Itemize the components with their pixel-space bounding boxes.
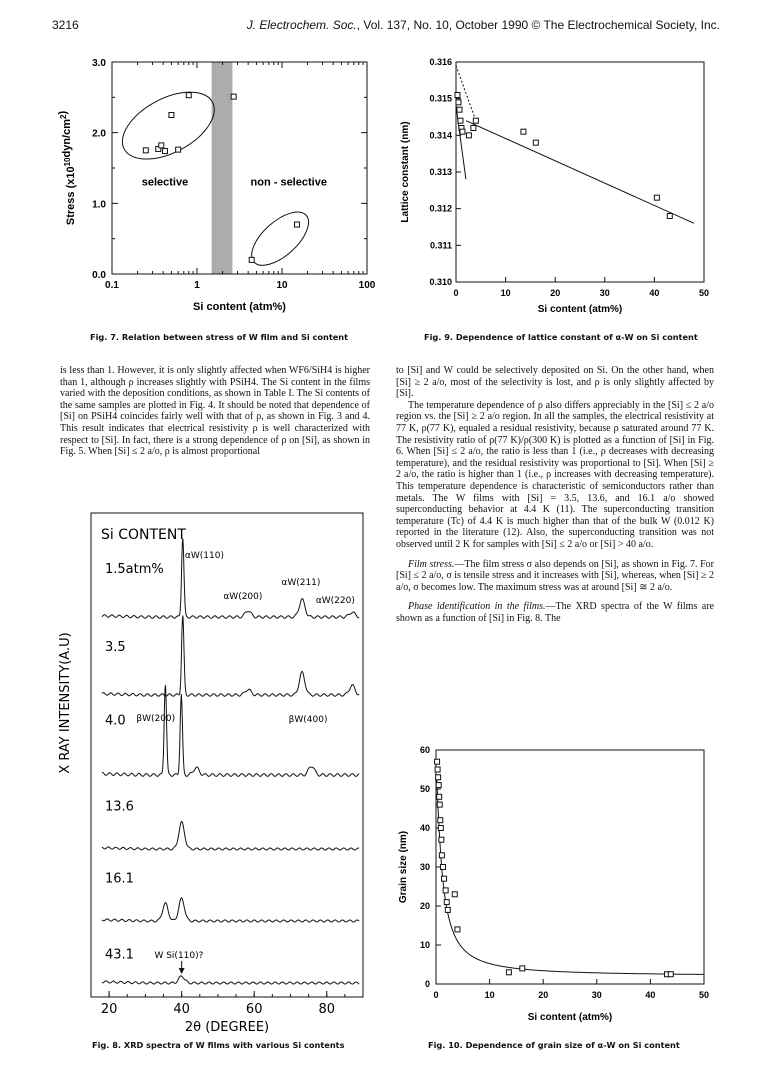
- data-point: [436, 775, 441, 780]
- data-point: [455, 927, 460, 932]
- y-tick-label: 50: [419, 784, 430, 794]
- data-point: [249, 257, 254, 262]
- x-tick-label: 10: [276, 280, 288, 291]
- fit-line: [466, 121, 694, 224]
- peak-label: βW(400): [288, 715, 328, 725]
- chart-title: Si CONTENT: [101, 527, 186, 543]
- peak-label: αW(220): [315, 596, 355, 606]
- x-tick-label: 0.1: [105, 280, 119, 291]
- y-tick-label: 2.0: [92, 128, 106, 140]
- data-point: [457, 107, 462, 112]
- xrd-spectrum-line: [102, 976, 359, 984]
- data-point: [294, 222, 299, 227]
- x-tick-label: 20: [100, 1002, 118, 1017]
- x-tick-label: 20: [538, 990, 549, 1000]
- x-tick-label: 50: [698, 288, 710, 298]
- data-point: [143, 148, 148, 153]
- series-label: 4.0: [105, 713, 126, 729]
- x-tick-label: 10: [484, 990, 495, 1000]
- figure-8-caption: Fig. 8. XRD spectra of W films with various Si contents: [92, 1040, 345, 1050]
- y-tick-label: 0.0: [92, 270, 106, 281]
- data-point: [455, 93, 460, 98]
- plot-frame: [91, 513, 363, 997]
- paragraph: The temperature dependence of ρ also differs appreciably in the [Si] ≤ 2 a/o region vs. the [Si] ≥ 2 a/o region. In all the samples, the electrical resistivity at 77 K, ρ(77 K), equaled a residual resistivity, because ρ saturated around 77 K. The resistivity ratio of ρ(77 K)/ρ(300 K) is plotted as a function of [Si] in Fig. 6. When [Si] ≤ 2 a/o, the ratio is less than 1 (i.e., ρ decreases with decreasing temperature), and the residual resistivity was proportional to [Si]. When [Si] ≥ 2 a/o, the ratio is higher than 1 (i.e., ρ increases with decreasing temperature). This temperature dependence is characteristic of semiconductors rather than metals. The W films with [Si] = 3.5, 13.6, and 16.1 a/o showed superconducting behavior at 4.4 K (11). The superconducting transition temperature (Tc) of 4.4 K is much higher than that of the bulk W (0.012 K) reported in the literature (12). Also, the superconducting transition was not observed until 2 K for samples with [Si] ≤ 2 a/o or [Si] > 40 a/o.: [396, 399, 714, 550]
- data-point: [437, 802, 442, 807]
- figure-9-lattice-chart: [392, 50, 722, 335]
- paragraph-body: —The film stress σ also depends on [Si], as shown in Fig. 7. For [Si] ≤ 2 a/o, σ is tensile stress and it increases with [Si], whereas, when [Si] ≥ 2 a/o, σ becomes low. The maximum stress was at around [Si] ≅ 2 a/o.: [396, 558, 714, 593]
- xrd-spectrum-line: [102, 821, 359, 850]
- y-axis-label: X RAY INTENSITY(A.U): [58, 632, 73, 774]
- fit-line: [456, 106, 466, 179]
- data-point: [159, 143, 164, 148]
- figure-8-xrd-chart: [55, 505, 375, 1035]
- data-point: [162, 149, 167, 154]
- non-selective-group-ellipse: [243, 203, 318, 275]
- plot-frame: [436, 750, 704, 984]
- data-point: [444, 900, 449, 905]
- figure-9-caption: Fig. 9. Dependence of lattice constant of α-W on Si content: [424, 332, 698, 342]
- peak-label: W Si(110)?: [154, 951, 204, 961]
- figure-10-grain-chart: [392, 740, 722, 1035]
- data-point: [435, 759, 440, 764]
- paragraph-body: —The XRD spectra of the W films are shown as a function of [Si] in Fig. 8. The: [396, 601, 714, 624]
- x-tick-label: 100: [358, 280, 376, 291]
- data-point: [440, 865, 445, 870]
- data-point: [521, 129, 526, 134]
- x-tick-label: 50: [698, 990, 710, 1000]
- x-tick-label: 0: [453, 288, 459, 298]
- left-column-text: [60, 365, 370, 458]
- data-point: [439, 853, 444, 858]
- data-point: [442, 876, 447, 881]
- data-point: [436, 783, 441, 788]
- data-point: [668, 972, 673, 977]
- y-tick-label: 0.315: [429, 93, 452, 104]
- series-label: 16.1: [105, 871, 134, 887]
- data-point: [231, 94, 236, 99]
- data-point: [169, 113, 174, 118]
- xrd-spectrum-line: [102, 685, 359, 776]
- x-axis-label: Si content (atm%): [193, 301, 286, 313]
- y-tick-label: 0.316: [429, 57, 452, 67]
- xrd-spectrum-line: [102, 539, 359, 619]
- data-point: [438, 818, 443, 823]
- y-tick-label: 0: [424, 979, 430, 989]
- annotation-non-selective: non - selective: [250, 176, 327, 189]
- paragraph: [396, 601, 714, 624]
- x-axis-label: 2θ (DEGREE): [184, 1020, 270, 1035]
- data-point: [460, 129, 465, 134]
- selective-group-ellipse: [112, 78, 226, 173]
- journal-name: J. Electrochem. Soc.: [246, 18, 357, 32]
- x-tick-label: 80: [318, 1002, 336, 1017]
- x-axis-label: Si content (atm%): [527, 1012, 613, 1023]
- data-point: [533, 140, 538, 145]
- data-point: [443, 888, 448, 893]
- data-point: [452, 892, 457, 897]
- x-tick-label: 30: [591, 990, 602, 1000]
- figure-7-stress-chart: [52, 50, 382, 335]
- data-point: [456, 100, 461, 105]
- section-heading: Phase identification in the films.: [408, 601, 546, 613]
- data-point: [471, 126, 476, 131]
- x-tick-label: 20: [550, 288, 561, 298]
- y-tick-label: 0.310: [429, 277, 452, 287]
- data-point: [520, 966, 525, 971]
- data-point: [466, 133, 471, 138]
- figure-7-caption: Fig. 7. Relation between stress of W film and Si content: [90, 332, 349, 342]
- data-point: [473, 118, 478, 123]
- section-heading: Film stress.: [408, 558, 455, 570]
- x-tick-label: 1: [194, 280, 200, 291]
- x-tick-label: 40: [649, 288, 660, 298]
- x-tick-label: 30: [599, 288, 610, 298]
- y-tick-label: 30: [419, 862, 430, 872]
- data-point: [445, 907, 450, 912]
- y-tick-label: 0.311: [429, 240, 452, 251]
- y-tick-label: 60: [419, 745, 430, 755]
- data-point: [435, 767, 440, 772]
- x-tick-label: 60: [245, 1002, 263, 1017]
- data-point: [458, 118, 463, 123]
- annotation-selective: selective: [141, 176, 189, 189]
- y-tick-label: 20: [419, 901, 430, 911]
- y-tick-label: 1.0: [92, 199, 106, 211]
- paragraph: to [Si] and W could be selectively deposited on Si. On the other hand, when [Si] ≥ 2 a/o, most of the selectivity is lost, and ρ is only slightly affected by [Si].: [396, 365, 714, 400]
- data-point: [439, 837, 444, 842]
- x-tick-label: 0: [433, 990, 439, 1000]
- figure-10-caption: Fig. 10. Dependence of grain size of α-W on Si content: [428, 1040, 680, 1050]
- journal-details: , Vol. 137, No. 10, October 1990 © The Electrochemical Society, Inc.: [356, 18, 720, 32]
- x-tick-label: 10: [500, 288, 511, 298]
- series-label: 43.1: [105, 947, 134, 963]
- data-point: [186, 93, 191, 98]
- peak-label: αW(200): [223, 592, 263, 602]
- plot-frame: [112, 62, 367, 274]
- y-tick-label: 10: [419, 940, 430, 950]
- running-header: [52, 18, 720, 36]
- journal-citation: [247, 18, 720, 32]
- data-point: [654, 195, 659, 200]
- peak-label: αW(211): [281, 578, 321, 588]
- series-label: 3.5: [105, 640, 126, 655]
- series-label: 13.6: [105, 799, 134, 815]
- series-label: 1.5atm%: [105, 562, 164, 577]
- fit-curve: [437, 778, 704, 974]
- xrd-spectrum-line: [102, 616, 359, 697]
- page-number: 3216: [52, 18, 79, 32]
- data-point: [667, 214, 672, 219]
- paragraph: is less than 1. However, it is only slightly affected when WF6/SiH4 is higher than 1, although ρ increases slightly with PSiH4. The Si content in the films varied with the deposition conditions, as shown in Table I. The Si contents of the same samples are plotted in Fig. 4. It should be noted that dependence of [Si] on PSiH4 coincides fairly well with that of ρ, as shown in Fig. 3 and 4. This result indicates that electrical resistivity ρ is well characterized with respect to [Si]. In fact, there is a strong dependence of ρ on [Si], as shown in Fig. 5. When [Si] ≤ 2 a/o, ρ is almost proportional: [60, 365, 370, 458]
- y-tick-label: 0.314: [429, 130, 452, 141]
- data-point: [437, 794, 442, 799]
- y-axis-label: Stress $(x10^{10}dyn/cm^2)$: [57, 110, 77, 226]
- y-axis-label: Grain size (nm): [398, 830, 409, 904]
- y-tick-label: 0.313: [429, 167, 452, 177]
- x-axis-label: Si content (atm%): [537, 304, 623, 315]
- paragraph: [396, 559, 714, 594]
- y-tick-label: 3.0: [92, 58, 106, 69]
- y-tick-label: 40: [419, 823, 430, 833]
- x-tick-label: 40: [173, 1002, 190, 1017]
- y-axis-label: Lattice constant (nm): [400, 121, 411, 223]
- right-column-text: [396, 365, 714, 624]
- data-point: [506, 970, 511, 975]
- peak-label: αW(110): [184, 551, 224, 561]
- x-tick-label: 40: [645, 990, 656, 1000]
- arrow-head: [179, 968, 185, 974]
- data-point: [176, 147, 181, 152]
- data-point: [438, 826, 443, 831]
- y-tick-label: 0.312: [429, 203, 452, 214]
- xrd-spectrum-line: [102, 898, 359, 922]
- peak-label: βW(200): [136, 714, 176, 724]
